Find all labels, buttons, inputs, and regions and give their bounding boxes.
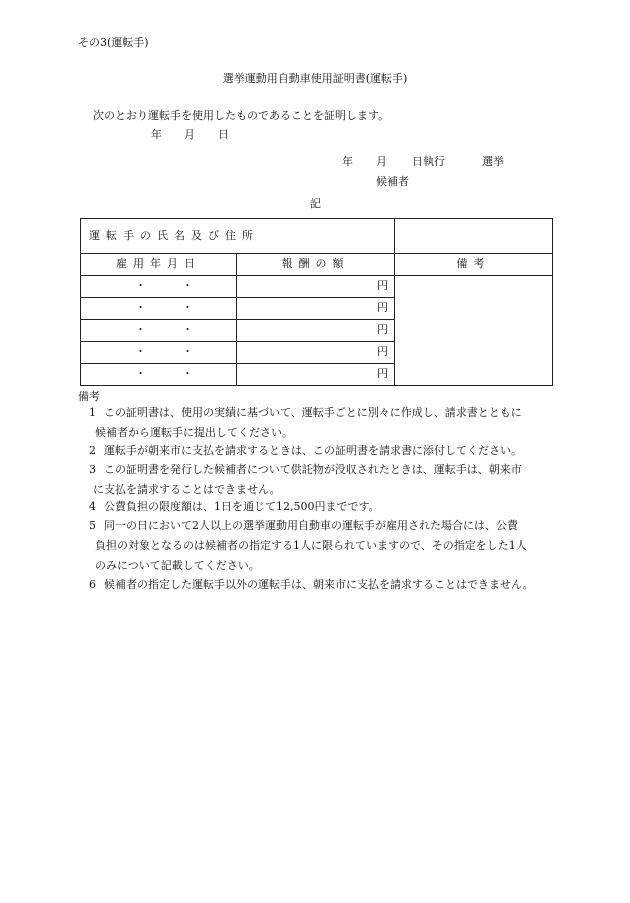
note-4: 4 公費負担の限度額は、1日を通じて12,500円までです。 xyxy=(89,500,380,513)
remuneration-header: 報酬の額 xyxy=(237,254,395,276)
note-3: 3 この証明書を発行した候補者について供託物が没収されたときは、運転手は、朝来市 に支払を請求することはできません。 xyxy=(89,463,522,496)
remarks-header: 備考 xyxy=(395,254,553,276)
year-label: 年 xyxy=(151,128,162,141)
form-label: その3(運転手) xyxy=(78,36,149,49)
notes-title: 備考 xyxy=(78,390,100,403)
note-2: 2 運転手が朝来市に支払を請求するときは、この証明書を請求書に添付してください。 xyxy=(89,444,522,457)
employment-date-header: 雇用年月日 xyxy=(81,254,237,276)
remuneration-field[interactable]: 円 xyxy=(237,320,395,342)
employment-date-field[interactable]: ・ ・ xyxy=(81,342,237,364)
certification-statement: 次のとおり運転手を使用したものであることを証明します。 xyxy=(93,109,390,122)
election-year-label: 年 xyxy=(342,155,353,168)
remuneration-field[interactable]: 円 xyxy=(237,342,395,364)
employment-date-field[interactable]: ・ ・ xyxy=(81,364,237,386)
month-label: 月 xyxy=(184,128,195,141)
employment-date-field[interactable]: ・ ・ xyxy=(81,298,237,320)
remuneration-field[interactable]: 円 xyxy=(237,276,395,298)
note-1: 1 この証明書は、使用の実績に基づいて、運転手ごとに別々に作成し、請求書とともに 候補者から運転手に提出してください。 xyxy=(89,406,522,439)
employment-date-field[interactable]: ・ ・ xyxy=(81,320,237,342)
remuneration-field[interactable]: 円 xyxy=(237,364,395,386)
election-month-label: 月 xyxy=(376,155,387,168)
candidate-label: 候補者 xyxy=(376,175,409,188)
election-label: 選挙 xyxy=(482,155,504,168)
note-6: 6 候補者の指定した運転手以外の運転手は、朝来市に支払を請求することはできません。 xyxy=(89,578,534,591)
table-row xyxy=(81,276,553,298)
note-5: 5 同一の日において2人以上の選挙運動用自動車の運転手が雇用された場合には、公費 負担の対象となるのは候補者の指定する1人に限られていますので、その指定をした1人 のみについて記載してください。 xyxy=(89,519,527,572)
name-address-field[interactable] xyxy=(395,219,553,254)
election-date-line xyxy=(342,155,504,169)
certification-date xyxy=(151,128,229,142)
name-address-label: 運転手の氏名及び住所 xyxy=(81,219,395,254)
document-title: 選挙運動用自動車使用証明書(運転手) xyxy=(222,72,408,85)
remarks-field[interactable] xyxy=(395,276,553,386)
driver-table xyxy=(80,218,552,386)
election-day-label: 日執行 xyxy=(412,155,445,168)
day-label: 日 xyxy=(218,128,229,141)
employment-date-field[interactable]: ・ ・ xyxy=(81,276,237,298)
remuneration-field[interactable]: 円 xyxy=(237,298,395,320)
ki-label: 記 xyxy=(310,197,321,210)
